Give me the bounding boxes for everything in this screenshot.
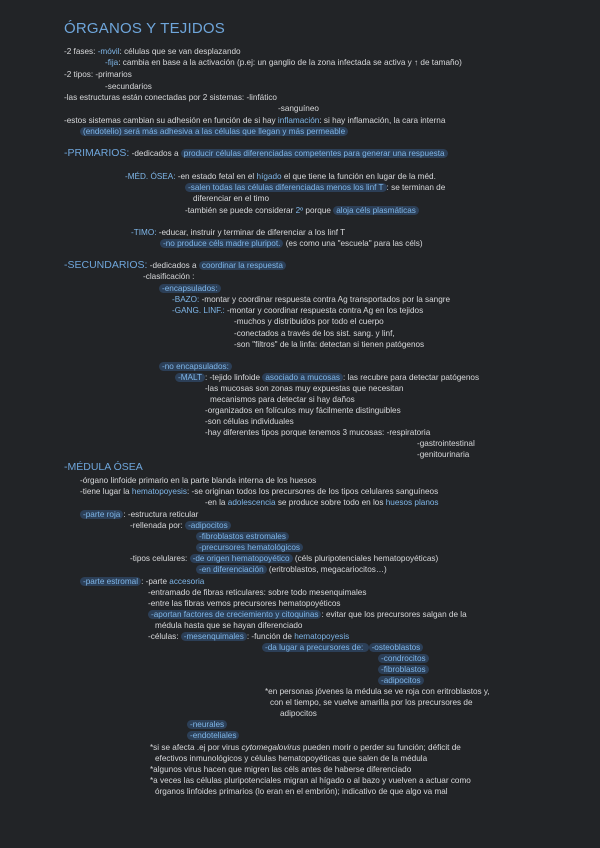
note-text: -células: xyxy=(148,632,181,641)
note-line xyxy=(234,339,424,350)
note-text: : si hay inflamación, la cara interna xyxy=(319,116,446,125)
note-line xyxy=(64,462,143,473)
note-line xyxy=(185,205,419,216)
note-text: *algunos virus hacen que migren las céls antes de haberse diferenciado xyxy=(150,765,412,774)
note-line xyxy=(148,587,366,598)
note-text: -entramado de fibras reticulares: sobre todo mesenquimales xyxy=(148,588,367,597)
note-line xyxy=(125,171,436,182)
note-line xyxy=(172,305,423,316)
note-text: -las mucosas son zonas muy expuestas que necesitan xyxy=(205,384,404,393)
highlighted-text: -encapsulados: xyxy=(159,284,221,293)
note-text: -tiene lugar la xyxy=(80,487,132,496)
note-text: -dedicados a xyxy=(147,261,199,270)
highlighted-text: -parte estromal xyxy=(80,577,141,586)
note-line xyxy=(80,576,204,587)
highlighted-text: -MALT xyxy=(175,373,205,382)
note-line xyxy=(278,103,319,114)
note-line xyxy=(280,708,317,719)
note-line xyxy=(378,664,429,675)
note-line xyxy=(159,361,232,372)
section-heading: -SECUNDARIOS: xyxy=(64,259,148,271)
note-text: *en personas jóvenes la médula se ve roja con eritroblastos y, xyxy=(265,687,490,696)
note-text: *a veces las células pluripotenciales migran al hígado o al bazo y vuelven a actuar como xyxy=(150,776,471,785)
highlighted-text: -aportan factores de creciemiento y citoquinas xyxy=(148,610,321,619)
note-line xyxy=(193,193,269,204)
section-heading: -MÉDULA ÓSEA xyxy=(64,461,143,473)
note-text: -entre las fibras vemos precursores hematopoyéticos xyxy=(148,599,341,608)
note-text: accesoria xyxy=(169,577,205,586)
note-text: : -se originan todos los precursores de los tipos celulares sanguíneos xyxy=(186,487,439,496)
highlighted-text: -mesenquimales xyxy=(181,632,247,641)
highlighted-text: -adipocitos xyxy=(378,676,424,685)
note-line xyxy=(196,542,303,553)
note-text: : cambia en base a la activación (p.ej: un ganglio de la zona infectada se activa y ↑ de tamaño) xyxy=(118,58,462,67)
note-line xyxy=(205,497,439,508)
note-text: : -función de xyxy=(246,632,295,641)
note-line xyxy=(210,394,355,405)
note-text: -BAZO: xyxy=(172,295,200,304)
note-text: : las recubre para detectar patógenos xyxy=(342,373,480,382)
note-text: hematopoyesis xyxy=(131,487,187,496)
note-text: -hay diferentes tipos porque tenemos 3 mucosas: -respiratoria xyxy=(205,428,431,437)
note-text: -secundarios xyxy=(105,82,152,91)
note-line xyxy=(159,283,221,294)
note-line xyxy=(160,238,423,249)
highlighted-text: asociado a mucosas xyxy=(262,373,343,382)
note-text: : evitar que los precursores salgan de la xyxy=(321,610,467,619)
note-text: cytomegalovirus xyxy=(241,743,301,752)
highlighted-text: -salen todas las células diferenciadas menos los linf T xyxy=(185,183,387,192)
note-line xyxy=(148,609,467,620)
highlighted-text: -da lugar a precursores de: xyxy=(262,643,369,652)
note-text: -también se puede considerar xyxy=(185,206,296,215)
note-text: -MÉD. ÓSEA: xyxy=(125,172,176,181)
note-line xyxy=(64,69,132,80)
note-line xyxy=(378,653,429,664)
note-text: -muchos y distribuidos por todo el cuerpo xyxy=(234,317,384,326)
note-line xyxy=(155,620,302,631)
note-line xyxy=(187,730,239,741)
highlighted-text: -no encapsulados: xyxy=(159,362,232,371)
highlighted-text: aloja céls plasmáticas xyxy=(333,206,419,215)
note-text: (es como una "escuela" para las céls) xyxy=(283,239,423,248)
note-text: diferenciar en el timo xyxy=(193,194,269,203)
note-line xyxy=(150,742,461,753)
note-line xyxy=(234,328,395,339)
note-text: -TIMO: xyxy=(131,228,157,237)
highlighted-text: -endoteliales xyxy=(187,731,239,740)
note-line xyxy=(105,57,462,68)
note-text: -2 fases: xyxy=(64,47,98,56)
note-text: pueden morir o perder su función; déficit de xyxy=(300,743,461,752)
note-line xyxy=(80,509,198,520)
note-text: médula hasta que se hayan diferenciado xyxy=(155,621,303,630)
highlighted-text: -parte roja xyxy=(80,510,123,519)
note-text: -son células individuales xyxy=(205,417,294,426)
note-line xyxy=(148,631,349,642)
note-line xyxy=(80,486,438,497)
note-text: adolescencia xyxy=(227,498,276,507)
note-text: : -estructura reticular xyxy=(123,510,199,519)
highlighted-text: producir células diferenciadas competentes para generar una respuesta xyxy=(181,149,448,158)
highlighted-text: -condrocitos xyxy=(378,654,429,663)
note-text: : células que se van desplazando xyxy=(119,47,241,56)
note-line xyxy=(205,405,401,416)
note-line xyxy=(131,227,345,238)
note-text: : -tejido linfoide xyxy=(204,373,263,382)
note-line xyxy=(265,686,490,697)
note-line xyxy=(105,81,152,92)
note-line xyxy=(187,719,227,730)
highlighted-text: coordinar la respuesta xyxy=(199,261,286,270)
highlighted-text: -osteoblastos xyxy=(369,643,424,652)
note-text: huesos planos xyxy=(385,498,439,507)
note-text: (céls pluripotenciales hematopoyéticas) xyxy=(292,554,439,563)
note-text: órganos linfoides primarios (lo eran en el embrión); indicativo de que algo va mal xyxy=(155,787,448,796)
page-title: ÓRGANOS Y TEJIDOS xyxy=(64,20,225,37)
note-text: *si se afecta .ej por virus xyxy=(150,743,242,752)
note-line xyxy=(64,260,286,271)
note-text: -sanguíneo xyxy=(278,104,319,113)
note-text: el que tiene la función en lugar de la méd. xyxy=(281,172,436,181)
note-line xyxy=(130,553,438,564)
note-line xyxy=(150,764,411,775)
note-text: -gastrointestinal xyxy=(417,439,475,448)
note-text: -GANG. LINF.: xyxy=(172,306,225,315)
note-text: -educar, instruir y terminar de diferenciar a los linf T xyxy=(156,228,346,237)
note-text: -fija xyxy=(105,58,119,67)
note-text: : -parte xyxy=(141,577,170,586)
note-line xyxy=(155,786,448,797)
note-text: 2º xyxy=(295,206,304,215)
note-line xyxy=(80,126,348,137)
highlighted-text: -no produce céls madre pluripot. xyxy=(160,239,283,248)
section-heading: -PRIMARIOS: xyxy=(64,147,130,159)
note-text: : se terminan de xyxy=(386,183,446,192)
note-text: -móvil xyxy=(97,47,120,56)
note-text: -clasificación : xyxy=(143,272,195,281)
highlighted-text: -neurales xyxy=(187,720,227,729)
note-text: -2 tipos: -primarios xyxy=(64,70,132,79)
note-text: -montar y coordinar respuesta contra Ag transportados por la sangre xyxy=(199,295,451,304)
note-text: hígado xyxy=(256,172,282,181)
note-text: con el tiempo, se vuelve amarilla por los precursores de xyxy=(270,698,473,707)
note-text: -rellenada por: xyxy=(130,521,186,530)
note-line xyxy=(172,294,450,305)
note-text: -dedicados a xyxy=(129,149,181,158)
note-text: -genitourinaria xyxy=(417,450,470,459)
note-line xyxy=(143,271,194,282)
note-text: -son "filtros" de la linfa: detectan si tienen patógenos xyxy=(234,340,425,349)
highlighted-text: -precursores hematológicos xyxy=(196,543,303,552)
note-text: -en la xyxy=(205,498,228,507)
note-line xyxy=(270,697,473,708)
note-line xyxy=(150,775,471,786)
note-line xyxy=(148,598,341,609)
note-line xyxy=(417,449,469,460)
note-text: se produce sobre todo en los xyxy=(275,498,386,507)
highlighted-text: -adipocitos xyxy=(185,521,231,530)
note-line xyxy=(205,416,294,427)
note-line xyxy=(130,520,231,531)
note-line xyxy=(417,438,475,449)
note-line xyxy=(155,753,427,764)
note-text: -montar y coordinar respuesta contra Ag en los tejidos xyxy=(224,306,424,315)
note-line xyxy=(64,46,241,57)
note-text: efectivos inmunológicos y células hematopoyéticas que salen de la médula xyxy=(155,754,428,763)
note-line xyxy=(196,531,289,542)
note-line xyxy=(205,427,430,438)
note-text: inflamación xyxy=(277,116,320,125)
highlighted-text: -de origen hematopoyético xyxy=(190,554,293,563)
note-line xyxy=(196,564,387,575)
highlighted-text: -fibroblastos xyxy=(378,665,429,674)
note-line xyxy=(175,372,479,383)
note-text: -en estado fetal en el xyxy=(175,172,257,181)
note-line xyxy=(80,475,316,486)
note-text: -las estructuras están conectadas por 2 sistemas: -linfático xyxy=(64,93,277,102)
note-text: -conectados a través de los sist. sang. y linf, xyxy=(234,329,395,338)
note-line xyxy=(262,642,423,653)
note-text: -estos sistemas cambian su adhesión en función de si hay xyxy=(64,116,278,125)
highlighted-text: (endotelio) será más adhesiva a las células que llegan y más permeable xyxy=(80,127,348,136)
note-text: -tipos celulares: xyxy=(130,554,190,563)
note-text: (eritroblastos, megacariocitos…) xyxy=(266,565,387,574)
note-text: adipocitos xyxy=(280,709,317,718)
note-text: mecanismos para detectar si hay daños xyxy=(210,395,355,404)
highlighted-text: -fibroblastos estromales xyxy=(196,532,289,541)
note-line xyxy=(64,92,277,103)
highlighted-text: -en diferenciación xyxy=(196,565,267,574)
note-text: -organizados en folículos muy fácilmente distinguibles xyxy=(205,406,401,415)
note-line xyxy=(234,316,384,327)
note-line xyxy=(64,115,445,126)
note-line xyxy=(378,675,424,686)
note-text: -órgano linfoide primario en la parte blanda interna de los huesos xyxy=(80,476,317,485)
note-text: hematopoyesis xyxy=(294,632,350,641)
note-line xyxy=(64,148,448,159)
note-line xyxy=(185,182,445,193)
note-line xyxy=(205,383,403,394)
note-text: porque xyxy=(303,206,334,215)
